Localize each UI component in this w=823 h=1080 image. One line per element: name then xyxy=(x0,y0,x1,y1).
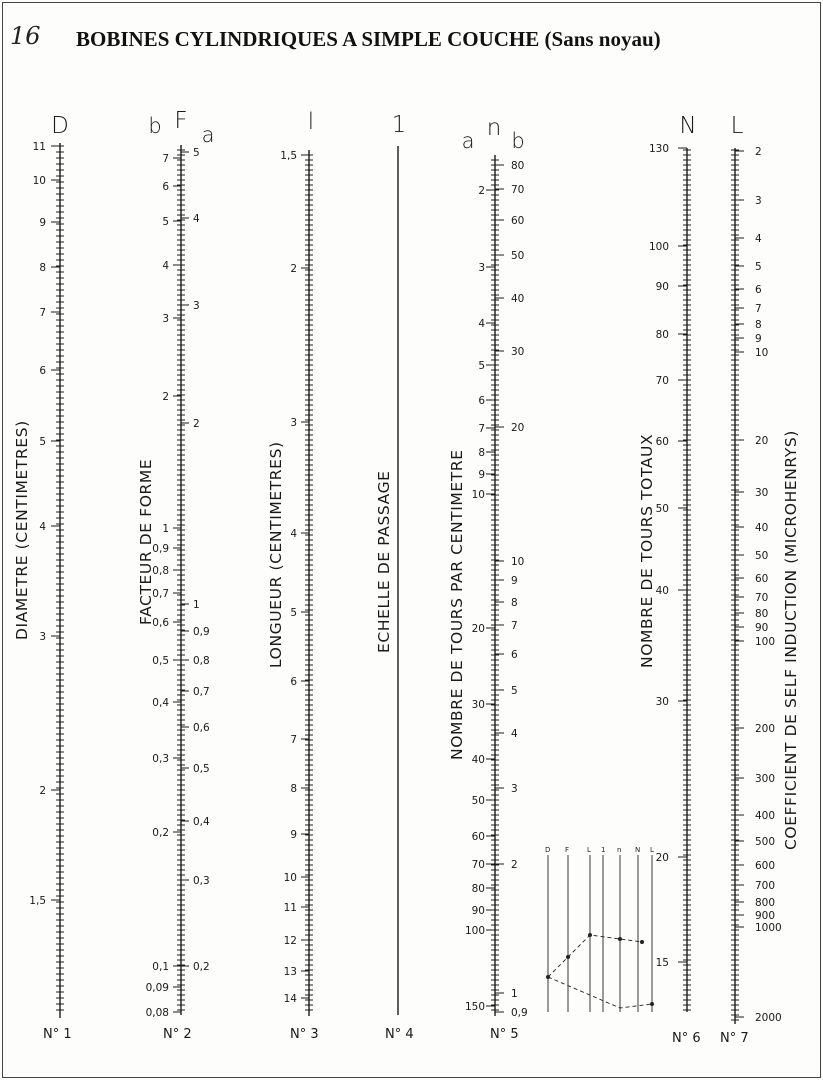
f-a-tick-label: 0,2 xyxy=(193,961,210,973)
n-b-tick-label: 6 xyxy=(511,649,518,661)
f-b-tick-label: 3 xyxy=(162,313,169,325)
ll-tick-label: 60 xyxy=(755,573,769,585)
n-a-tick-label: 6 xyxy=(478,395,485,407)
ll-tick-label: 1000 xyxy=(755,922,782,934)
n-a-tick-label: 9 xyxy=(478,469,485,481)
scale-heading-nn: N xyxy=(679,113,697,139)
scale-ticks-d xyxy=(29,141,64,1010)
f-a-tick-label: 2 xyxy=(193,418,200,430)
l-tick-label: 10 xyxy=(283,872,297,884)
example-label-1: 1 xyxy=(601,846,606,854)
f-a-tick-label: 3 xyxy=(193,300,200,312)
d-tick-label: 11 xyxy=(32,141,46,153)
l-tick-label: 2 xyxy=(290,263,297,275)
l-tick-label: 12 xyxy=(283,935,297,947)
n-b-tick-label: 1 xyxy=(511,988,518,1000)
f-b-tick-label: 0,9 xyxy=(152,543,169,555)
f-b-tick-label: 6 xyxy=(162,181,169,193)
n-a-tick-label: 30 xyxy=(471,699,485,711)
n-a-tick-label: 3 xyxy=(478,262,485,274)
l-tick-label: 11 xyxy=(283,902,297,914)
l-tick-label: 14 xyxy=(283,993,297,1005)
nn-tick-label: 130 xyxy=(648,143,669,155)
f-a-tick-label: 0,7 xyxy=(193,686,210,698)
d-tick-label: 8 xyxy=(39,262,46,274)
ll-tick-label: 5 xyxy=(755,261,762,273)
f-a-tick-label: 0,8 xyxy=(193,655,210,667)
ll-tick-label: 90 xyxy=(755,622,769,634)
scale-self-induction xyxy=(720,113,800,1046)
d-tick-label: 10 xyxy=(32,175,46,187)
scale-caption-n: NOMBRE DE TOURS PAR CENTIMETRE xyxy=(448,449,466,760)
n-a-tick-label: 90 xyxy=(471,905,485,917)
n-b-tick-label: 7 xyxy=(511,620,518,632)
scale-caption-l: LONGUEUR (CENTIMETRES) xyxy=(267,441,285,668)
d-tick-label: 2 xyxy=(39,785,46,797)
scale-footer-f: N° 2 xyxy=(163,1027,192,1042)
n-b-tick-label: 0,9 xyxy=(511,1007,528,1019)
scale-heading-ll: L xyxy=(730,113,744,139)
ll-tick-label: 50 xyxy=(755,550,769,562)
scale-caption-ll: COEFFICIENT DE SELF INDUCTION (MICROHENRYS) xyxy=(782,430,800,850)
f-a-tick-label: 0,9 xyxy=(193,626,210,638)
scale-footer-d: N° 1 xyxy=(43,1027,72,1042)
n-b-tick-label: 9 xyxy=(511,575,518,587)
ll-tick-label: 2 xyxy=(755,146,762,158)
f-b-tick-label: 2 xyxy=(162,391,169,403)
d-tick-label: 7 xyxy=(39,307,46,319)
f-b-tick-label: 4 xyxy=(162,260,169,272)
scale-caption-f: FACTEUR DE FORME xyxy=(137,458,155,625)
f-b-tick-label: 0,4 xyxy=(152,697,169,709)
scale-footer-1: N° 4 xyxy=(385,1027,414,1042)
n-a-tick-label: 2 xyxy=(478,185,485,197)
ll-tick-label: 40 xyxy=(755,522,769,534)
f-b-tick-label: 1 xyxy=(162,523,169,535)
n-b-tick-label: 30 xyxy=(511,346,525,358)
n-a-tick-label: 10 xyxy=(471,489,485,501)
n-a-tick-label: 40 xyxy=(471,754,485,766)
scale-caption-1: ECHELLE DE PASSAGE xyxy=(375,470,393,653)
d-tick-label: 4 xyxy=(39,521,46,533)
ll-tick-label: 400 xyxy=(755,810,776,822)
example-inset xyxy=(545,846,654,1012)
ll-tick-label: 8 xyxy=(755,319,762,331)
n-a-tick-label: 20 xyxy=(471,623,485,635)
ll-tick-label: 70 xyxy=(755,592,769,604)
ll-tick-label: 9 xyxy=(755,333,762,345)
f-a-tick-label: 4 xyxy=(193,213,200,225)
f-b-tick-label: 7 xyxy=(162,153,169,165)
n-b-tick-label: 70 xyxy=(511,184,525,196)
ll-tick-label: 800 xyxy=(755,897,776,909)
l-tick-label: 3 xyxy=(290,417,297,429)
f-b-tick-label: 0,1 xyxy=(152,961,169,973)
n-b-tick-label: 8 xyxy=(511,597,518,609)
ll-tick-label: 6 xyxy=(755,284,762,296)
ll-tick-label: 2000 xyxy=(755,1012,782,1024)
f-a-tick-label: 0,5 xyxy=(193,763,210,775)
n-a-tick-label: 60 xyxy=(471,831,485,843)
scale-ticks-n xyxy=(465,160,528,1019)
n-b-tick-label: 60 xyxy=(511,215,525,227)
n-a-tick-label: 50 xyxy=(471,795,485,807)
d-tick-label: 6 xyxy=(39,365,46,377)
f-b-tick-label: 0,6 xyxy=(152,617,169,629)
ll-tick-label: 20 xyxy=(755,435,769,447)
scale-sub-left-f: b xyxy=(148,114,162,138)
n-a-tick-label: 70 xyxy=(471,859,485,871)
nn-tick-label: 40 xyxy=(655,585,669,597)
n-b-tick-label: 80 xyxy=(511,160,525,172)
nn-tick-label: 30 xyxy=(655,696,669,708)
f-a-tick-label: 0,4 xyxy=(193,816,210,828)
f-a-tick-label: 0,3 xyxy=(193,875,210,887)
example-label-nn: N xyxy=(635,846,641,854)
n-b-tick-label: 4 xyxy=(511,728,518,740)
n-b-tick-label: 5 xyxy=(511,685,518,697)
l-tick-label: 9 xyxy=(290,829,297,841)
scale-ticks-ll xyxy=(731,146,782,1024)
n-b-tick-label: 10 xyxy=(511,556,525,568)
f-a-tick-label: 5 xyxy=(193,147,200,159)
scale-footer-l: N° 3 xyxy=(290,1027,319,1042)
scale-echelle-passage xyxy=(375,112,414,1042)
n-b-tick-label: 50 xyxy=(511,250,525,262)
nn-tick-label: 15 xyxy=(655,957,669,969)
ll-tick-label: 200 xyxy=(755,723,776,735)
n-b-tick-label: 20 xyxy=(511,422,525,434)
d-tick-label: 1,5 xyxy=(29,895,46,907)
f-a-tick-label: 1 xyxy=(193,599,200,611)
n-b-tick-label: 2 xyxy=(511,859,518,871)
f-b-tick-label: 0,09 xyxy=(145,982,169,994)
nn-tick-label: 90 xyxy=(655,281,669,293)
ll-tick-label: 700 xyxy=(755,880,776,892)
ll-tick-label: 10 xyxy=(755,347,769,359)
f-a-tick-label: 0,6 xyxy=(193,722,210,734)
nn-tick-label: 80 xyxy=(655,329,669,341)
n-a-tick-label: 80 xyxy=(471,883,485,895)
scale-heading-d: D xyxy=(51,113,69,139)
ll-tick-label: 500 xyxy=(755,836,776,848)
f-b-tick-label: 0,5 xyxy=(152,655,169,667)
scale-sub-right-n: b xyxy=(511,129,525,153)
scale-footer-n: N° 5 xyxy=(490,1027,519,1042)
example-label-n: n xyxy=(617,846,622,854)
f-b-tick-label: 0,2 xyxy=(152,827,169,839)
scale-footer-nn: N° 6 xyxy=(672,1031,701,1046)
nn-tick-label: 50 xyxy=(655,503,669,515)
scale-diametre xyxy=(13,113,72,1042)
f-b-tick-label: 0,08 xyxy=(145,1007,169,1019)
page-title: BOBINES CYLINDRIQUES A SIMPLE COUCHE (Sans noyau) xyxy=(76,27,661,51)
l-tick-label: 6 xyxy=(290,676,297,688)
scale-caption-d: DIAMETRE (CENTIMETRES) xyxy=(13,420,31,640)
f-b-tick-label: 5 xyxy=(162,216,169,228)
n-a-tick-label: 7 xyxy=(478,423,485,435)
scale-facteur-forme xyxy=(137,108,214,1042)
n-b-tick-label: 40 xyxy=(511,293,525,305)
l-tick-label: 1,5 xyxy=(280,150,297,162)
scale-sub-right-f: a xyxy=(201,123,215,147)
l-tick-label: 8 xyxy=(290,783,297,795)
page-number: 16 xyxy=(10,22,41,50)
ll-tick-label: 30 xyxy=(755,487,769,499)
f-b-tick-label: 0,8 xyxy=(152,565,169,577)
example-label-d: D xyxy=(545,846,551,854)
nn-tick-label: 100 xyxy=(648,241,669,253)
l-tick-label: 4 xyxy=(290,528,297,540)
scale-ticks-f xyxy=(146,147,210,1019)
example-label-l: L xyxy=(587,846,591,854)
ll-tick-label: 7 xyxy=(755,303,762,315)
scale-heading-n: n xyxy=(486,115,502,141)
nn-tick-label: 20 xyxy=(655,852,669,864)
l-tick-label: 5 xyxy=(290,607,297,619)
scale-tours-par-cm xyxy=(448,115,528,1042)
ll-tick-label: 3 xyxy=(755,195,762,207)
example-label-f: F xyxy=(565,846,570,854)
scale-sub-left-n: a xyxy=(461,129,475,153)
scale-heading-1: 1 xyxy=(391,112,407,138)
ll-tick-label: 600 xyxy=(755,860,776,872)
nn-tick-label: 60 xyxy=(655,436,669,448)
example-label-ll: L xyxy=(650,846,654,854)
n-a-tick-label: 5 xyxy=(478,360,485,372)
n-a-tick-label: 100 xyxy=(464,925,485,937)
scale-caption-nn: NOMBRE DE TOURS TOTAUX xyxy=(638,433,656,668)
n-a-tick-label: 150 xyxy=(464,1001,485,1013)
scale-footer-ll: N° 7 xyxy=(720,1031,749,1046)
ll-tick-label: 900 xyxy=(755,910,776,922)
n-a-tick-label: 4 xyxy=(478,318,485,330)
n-b-tick-label: 3 xyxy=(511,783,518,795)
f-b-tick-label: 0,7 xyxy=(152,588,169,600)
ll-tick-label: 80 xyxy=(755,608,769,620)
scale-longueur xyxy=(267,109,319,1042)
d-tick-label: 5 xyxy=(39,436,46,448)
scale-tours-totaux xyxy=(638,113,701,1046)
scale-heading-l: l xyxy=(307,109,315,135)
l-tick-label: 7 xyxy=(290,734,297,746)
d-tick-label: 9 xyxy=(39,217,46,229)
ll-tick-label: 4 xyxy=(755,233,762,245)
ll-tick-label: 300 xyxy=(755,773,776,785)
ll-tick-label: 100 xyxy=(755,636,776,648)
scale-ticks-l xyxy=(280,150,313,1010)
n-a-tick-label: 8 xyxy=(478,447,485,459)
f-b-tick-label: 0,3 xyxy=(152,753,169,765)
scale-heading-f: F xyxy=(174,108,188,134)
nn-tick-label: 70 xyxy=(655,375,669,387)
d-tick-label: 3 xyxy=(39,631,46,643)
l-tick-label: 13 xyxy=(283,966,297,978)
